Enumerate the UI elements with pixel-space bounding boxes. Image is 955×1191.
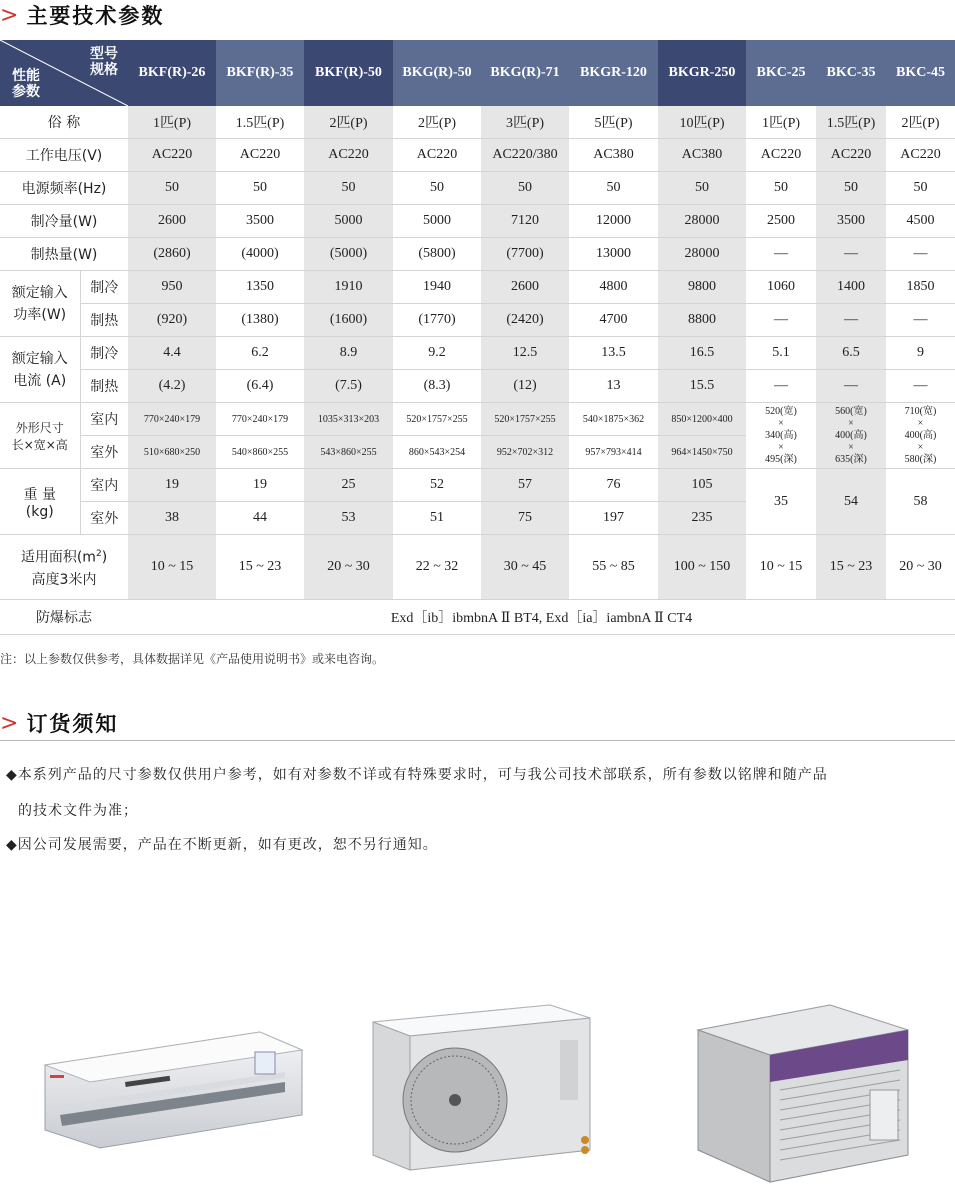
table-cell-merged: 520(宽) × 340(高) × 495(深) <box>746 403 816 469</box>
notice-item-2: ◆因公司发展需要，产品在不断更新，如有更改，恕不另行通知。 <box>6 837 438 853</box>
table-cell: 1910 <box>304 271 393 304</box>
table-cell: (5000) <box>304 238 393 271</box>
table-cell: 1.5匹(P) <box>816 106 886 139</box>
row-label: 适用面积$(m^2)$ 高度3米内 <box>0 535 128 600</box>
table-cell: 9 <box>886 337 955 370</box>
table-cell: 52 <box>393 469 481 502</box>
table-cell: 520×1757×255 <box>393 403 481 436</box>
table-cell: 50 <box>658 172 746 205</box>
row-label: 防爆标志 <box>0 600 128 635</box>
table-cell: 13000 <box>569 238 658 271</box>
table-cell: 100 ~ 150 <box>658 535 746 600</box>
table-cell: (1770) <box>393 304 481 337</box>
row-cooling-capacity <box>0 205 955 238</box>
table-cell: 50 <box>569 172 658 205</box>
table-cell: 1.5匹(P) <box>216 106 304 139</box>
table-cell: 16.5 <box>658 337 746 370</box>
table-cell: AC220 <box>746 139 816 172</box>
table-cell: 15.5 <box>658 370 746 403</box>
table-cell: 50 <box>746 172 816 205</box>
table-cell-merged: 710(宽) × 400(高) × 580(深) <box>886 403 955 469</box>
table-cell: 10 ~ 15 <box>128 535 216 600</box>
table-cell: (7.5) <box>304 370 393 403</box>
table-cell: 7120 <box>481 205 569 238</box>
table-cell: — <box>816 370 886 403</box>
table-cell: 50 <box>128 172 216 205</box>
table-cell: 44 <box>216 502 304 535</box>
specs-title-text: 主要技术参数 <box>26 4 165 28</box>
table-cell: 540×860×255 <box>216 436 304 469</box>
ordering-title-text: 订货须知 <box>26 712 119 736</box>
table-cell-merged: 58 <box>886 469 955 535</box>
table-cell: 13.5 <box>569 337 658 370</box>
table-cell: 55 ~ 85 <box>569 535 658 600</box>
table-cell-merged: 560(宽) × 400(高) × 635(深) <box>816 403 886 469</box>
row-sublabel: 制热 <box>80 370 128 403</box>
table-cell: 4.4 <box>128 337 216 370</box>
row-current-2 <box>0 370 955 403</box>
table-cell: 235 <box>658 502 746 535</box>
table-cell: 5.1 <box>746 337 816 370</box>
table-cell: AC220 <box>128 139 216 172</box>
table-cell: 3匹(P) <box>481 106 569 139</box>
table-cell: — <box>746 304 816 337</box>
table-cell: 1940 <box>393 271 481 304</box>
table-cell: 19 <box>216 469 304 502</box>
table-cell-merged: 35 <box>746 469 816 535</box>
section-title-ordering <box>0 708 118 738</box>
table-cell: (8.3) <box>393 370 481 403</box>
notice-item-1-line-2: 的技术文件为准； <box>18 803 138 819</box>
table-cell: AC220 <box>304 139 393 172</box>
model-header: BKF(R)-35 <box>216 40 304 106</box>
notice-item-1-line-1: ◆本系列产品的尺寸参数仅供用户参考，如有对参数不详或有特殊要求时，可与我公司技术部联系，所有参数以铭牌和随产品 <box>6 767 828 783</box>
table-cell: 28000 <box>658 205 746 238</box>
window-unit-image <box>690 1000 915 1185</box>
table-cell: 50 <box>886 172 955 205</box>
table-cell: 8.9 <box>304 337 393 370</box>
chevron-right-icon: > <box>0 710 21 736</box>
row-weight-1 <box>0 469 955 502</box>
table-cell: 3500 <box>816 205 886 238</box>
table-cell: (1380) <box>216 304 304 337</box>
table-cell: 53 <box>304 502 393 535</box>
row-area <box>0 535 955 600</box>
table-cell: 2匹(P) <box>304 106 393 139</box>
table-cell: — <box>746 370 816 403</box>
table-cell: 12000 <box>569 205 658 238</box>
table-cell: AC220 <box>393 139 481 172</box>
row-label: 俗 称 <box>0 106 128 139</box>
table-cell: 10 ~ 15 <box>746 535 816 600</box>
table-cell: 50 <box>216 172 304 205</box>
table-cell: — <box>886 370 955 403</box>
table-cell: 38 <box>128 502 216 535</box>
table-cell: — <box>816 238 886 271</box>
model-header: BKF(R)-50 <box>304 40 393 106</box>
table-cell: 76 <box>569 469 658 502</box>
table-cell: 2匹(P) <box>886 106 955 139</box>
table-cell: 4800 <box>569 271 658 304</box>
table-cell: 2600 <box>481 271 569 304</box>
table-cell: 15 ~ 23 <box>816 535 886 600</box>
table-cell: 1匹(P) <box>128 106 216 139</box>
table-cell: 1匹(P) <box>746 106 816 139</box>
table-cell: 950 <box>128 271 216 304</box>
model-header: BKC-35 <box>816 40 886 106</box>
table-cell: 510×680×250 <box>128 436 216 469</box>
table-cell: (12) <box>481 370 569 403</box>
row-voltage <box>0 139 955 172</box>
table-header-row <box>0 40 955 106</box>
row-sublabel: 制热 <box>80 304 128 337</box>
table-cell: 5匹(P) <box>569 106 658 139</box>
table-cell: 770×240×179 <box>128 403 216 436</box>
model-header: BKG(R)-50 <box>393 40 481 106</box>
corner-bottom-label: 性能 参数 <box>12 68 40 100</box>
table-cell: 105 <box>658 469 746 502</box>
table-cell: 2匹(P) <box>393 106 481 139</box>
model-header: BKC-45 <box>886 40 955 106</box>
table-cell: 543×860×255 <box>304 436 393 469</box>
table-cell: (6.4) <box>216 370 304 403</box>
model-header: BKGR-120 <box>569 40 658 106</box>
table-cell: 19 <box>128 469 216 502</box>
row-label: 电源频率(Hz) <box>0 172 128 205</box>
table-cell: 540×1875×362 <box>569 403 658 436</box>
table-cell: 6.5 <box>816 337 886 370</box>
row-power-1 <box>0 271 955 304</box>
table-cell: AC380 <box>569 139 658 172</box>
corner-top-label: 型号 规格 <box>90 46 118 78</box>
table-cell: (4.2) <box>128 370 216 403</box>
table-cell: — <box>746 238 816 271</box>
table-cell: 20 ~ 30 <box>304 535 393 600</box>
table-cell: (7700) <box>481 238 569 271</box>
table-cell: (2860) <box>128 238 216 271</box>
table-cell: (920) <box>128 304 216 337</box>
row-label: 制热量(W) <box>0 238 128 271</box>
row-sublabel: 制冷 <box>80 337 128 370</box>
table-note: 注：以上参数仅供参考，具体数据详见《产品使用说明书》或来电咨询。 <box>0 652 385 666</box>
spec-table <box>0 40 955 635</box>
table-cell: (1600) <box>304 304 393 337</box>
table-cell: 30 ~ 45 <box>481 535 569 600</box>
row-label: 重 量 (kg) <box>0 469 80 535</box>
outdoor-unit-image <box>365 1000 595 1175</box>
model-header: BKG(R)-71 <box>481 40 569 106</box>
table-cell: 20 ~ 30 <box>886 535 955 600</box>
table-cell: 1060 <box>746 271 816 304</box>
row-label: 工作电压(V) <box>0 139 128 172</box>
table-cell: 957×793×414 <box>569 436 658 469</box>
table-cell: 964×1450×750 <box>658 436 746 469</box>
table-cell: 9800 <box>658 271 746 304</box>
table-cell: 850×1200×400 <box>658 403 746 436</box>
table-cell: 57 <box>481 469 569 502</box>
table-cell: AC220 <box>216 139 304 172</box>
row-sublabel: 室外 <box>80 436 128 469</box>
table-cell: 28000 <box>658 238 746 271</box>
row-label: 额定输入 电流 (A) <box>0 337 80 403</box>
table-cell: 22 ~ 32 <box>393 535 481 600</box>
table-cell: 75 <box>481 502 569 535</box>
table-cell: 5000 <box>304 205 393 238</box>
table-cell: 50 <box>304 172 393 205</box>
row-name <box>0 106 955 139</box>
table-cell: 4500 <box>886 205 955 238</box>
table-cell: 197 <box>569 502 658 535</box>
table-cell: AC380 <box>658 139 746 172</box>
table-corner-header <box>0 40 128 106</box>
table-cell: 15 ~ 23 <box>216 535 304 600</box>
row-heating-capacity <box>0 238 955 271</box>
table-cell: 1400 <box>816 271 886 304</box>
table-cell: (2420) <box>481 304 569 337</box>
table-cell: 1850 <box>886 271 955 304</box>
table-cell: AC220/380 <box>481 139 569 172</box>
table-cell: 520×1757×255 <box>481 403 569 436</box>
table-cell: 770×240×179 <box>216 403 304 436</box>
row-frequency <box>0 172 955 205</box>
table-cell: 50 <box>393 172 481 205</box>
row-sublabel: 室外 <box>80 502 128 535</box>
table-cell: 2500 <box>746 205 816 238</box>
table-cell: 4700 <box>569 304 658 337</box>
model-header: BKGR-250 <box>658 40 746 106</box>
row-label: 额定输入 功率(W) <box>0 271 80 337</box>
table-cell: 10匹(P) <box>658 106 746 139</box>
table-cell: 50 <box>481 172 569 205</box>
table-cell: — <box>816 304 886 337</box>
table-cell: 1350 <box>216 271 304 304</box>
row-sublabel: 室内 <box>80 403 128 436</box>
table-cell: AC220 <box>886 139 955 172</box>
row-explosion-proof <box>0 600 955 635</box>
table-cell: 13 <box>569 370 658 403</box>
table-cell: 5000 <box>393 205 481 238</box>
table-cell: 25 <box>304 469 393 502</box>
table-cell: 50 <box>816 172 886 205</box>
table-cell: 9.2 <box>393 337 481 370</box>
row-current-1 <box>0 337 955 370</box>
table-cell: 860×543×254 <box>393 436 481 469</box>
split-indoor-unit-image <box>40 1020 305 1150</box>
row-sublabel: 室内 <box>80 469 128 502</box>
row-power-2 <box>0 304 955 337</box>
table-cell: 3500 <box>216 205 304 238</box>
table-cell: 952×702×312 <box>481 436 569 469</box>
table-cell: (5800) <box>393 238 481 271</box>
table-cell: 1035×313×203 <box>304 403 393 436</box>
row-label: 制冷量(W) <box>0 205 128 238</box>
table-cell: (4000) <box>216 238 304 271</box>
row-dimensions-1 <box>0 403 955 436</box>
table-cell: — <box>886 304 955 337</box>
table-cell: 8800 <box>658 304 746 337</box>
row-label: 外形尺寸 长×宽×高 <box>0 403 80 469</box>
model-header: BKF(R)-26 <box>128 40 216 106</box>
chevron-right-icon: > <box>0 2 21 28</box>
table-cell: 51 <box>393 502 481 535</box>
explosion-proof-mark: Exd［ib］ibmbnA Ⅱ BT4, Exd［ia］iambnA Ⅱ CT4 <box>128 600 955 635</box>
model-header: BKC-25 <box>746 40 816 106</box>
section-title-specs <box>0 0 164 30</box>
table-cell: — <box>886 238 955 271</box>
table-cell: 12.5 <box>481 337 569 370</box>
table-cell-merged: 54 <box>816 469 886 535</box>
row-sublabel: 制冷 <box>80 271 128 304</box>
table-cell: 2600 <box>128 205 216 238</box>
table-cell: 6.2 <box>216 337 304 370</box>
table-cell: AC220 <box>816 139 886 172</box>
divider <box>0 740 955 741</box>
